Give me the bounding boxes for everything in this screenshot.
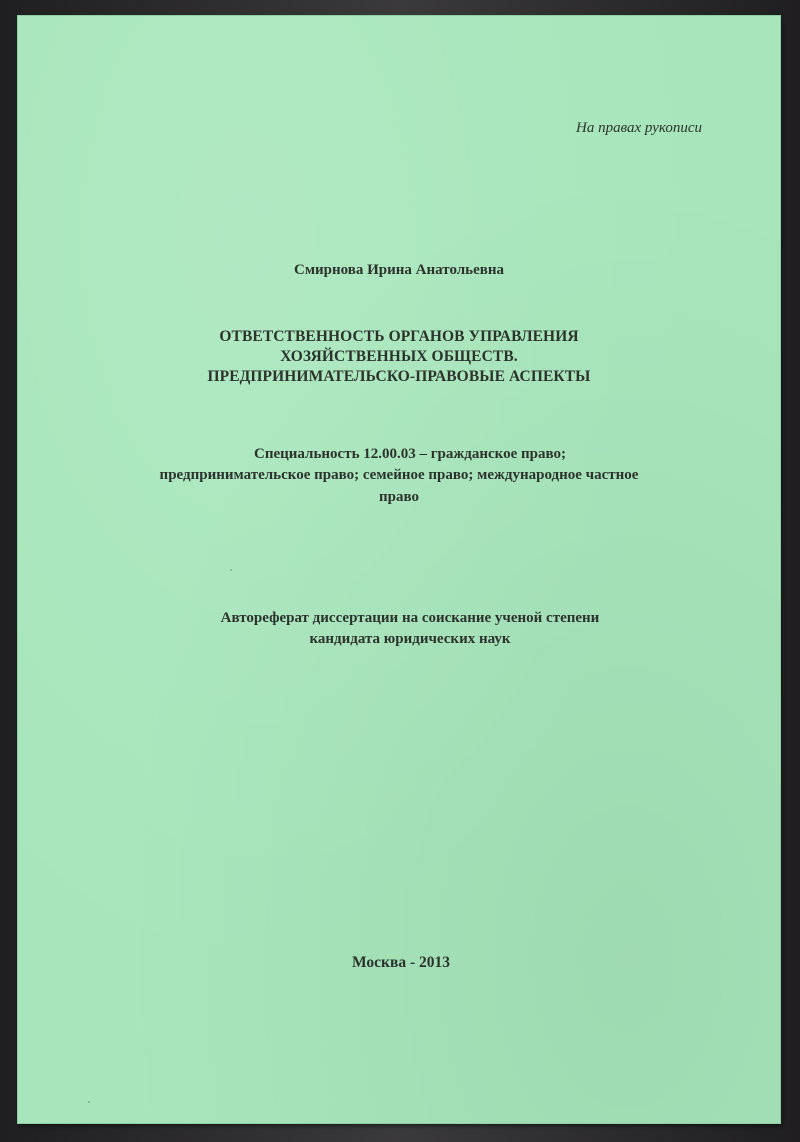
abstract-statement bbox=[40, 608, 780, 650]
title-line: ПРЕДПРИНИМАТЕЛЬСКО-ПРАВОВЫЕ АСПЕКТЫ bbox=[207, 368, 591, 385]
paper-speck bbox=[88, 1101, 90, 1103]
abstract-line: Автореферат диссертации на соискание ученой степени bbox=[220, 610, 600, 626]
manuscript-note: На правах рукописи bbox=[576, 120, 702, 136]
specialty-line: предпринимательское право; семейное право; международное частное bbox=[159, 467, 639, 483]
author-name: Смирнова Ирина Анатольевна bbox=[293, 262, 504, 278]
title-line: ХОЗЯЙСТВЕННЫХ ОБЩЕСТВ. bbox=[280, 348, 518, 365]
specialty-line: Специальность 12.00.03 – гражданское право; bbox=[254, 446, 566, 462]
dissertation-title bbox=[18, 327, 780, 387]
city-year: Москва - 2013 bbox=[351, 954, 451, 971]
paper-speck bbox=[230, 569, 232, 571]
abstract-line: кандидата юридических наук bbox=[309, 631, 511, 647]
title-line: ОТВЕТСТВЕННОСТЬ ОРГАНОВ УПРАВЛЕНИЯ bbox=[219, 328, 579, 345]
document-cover bbox=[18, 16, 780, 1123]
specialty-line: право bbox=[379, 489, 419, 505]
